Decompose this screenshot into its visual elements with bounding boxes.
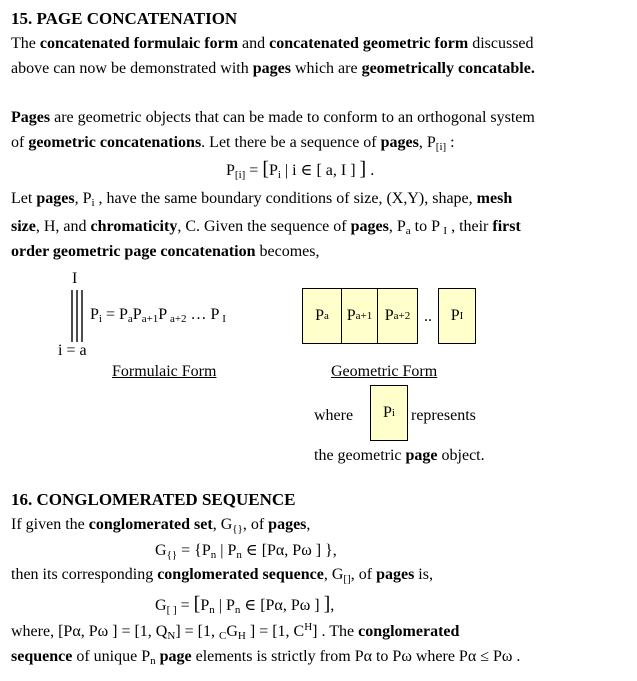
product-expression: $P_i = P_aP_{a+1}P$ $_{a+2}$ … P $_I$ (90, 306, 226, 325)
page-box-a-plus-2: P a+2 (377, 288, 418, 344)
where-text: where (314, 407, 354, 424)
product-symbol (70, 290, 84, 342)
paragraph-line: of geometric concatenations. Let there be a sequence of pages, $P_{[i]}$ : (11, 134, 455, 153)
equation-conglomerated-set: $G_{\{\}} = \{P_n$ | $P_n$ ∈ [Pα, Pω ] }, (155, 542, 337, 561)
paragraph-line: above can now be demonstrated with pages which are geometrically concatable. (11, 60, 535, 77)
section-15-title: 15. PAGE CONCATENATION (11, 9, 238, 28)
paragraph-line: where, [Pα, Pω ] = [1, $Q_N] = [1$, $_CG_H$ ] = [1, $C^H$] . The conglomerated (11, 621, 460, 642)
equation-page-sequence: $P_{[i]} = [P_i$ | i ∈ [ a, I ] ] . (226, 158, 375, 181)
formulaic-form-label: Formulaic Form (112, 363, 217, 380)
paragraph-line: sequence of unique $P_n$ page elements is strictly from Pα to Pω where Pα ≤ Pω . (11, 648, 521, 667)
equation-conglomerated-sequence: $G_{[ ]} = [P_n$ | $P_n$ ∈ [Pα, Pω ] ], (155, 593, 335, 616)
page-box-a-plus-1: P a+1 (341, 288, 378, 344)
page-box-a: P a (302, 288, 342, 344)
paragraph-line: Pages are geometric objects that can be made to conform to an orthogonal system (11, 109, 535, 126)
page-box-I: P I (438, 288, 476, 344)
paragraph-line: size, H, and chromaticity, C. Given the sequence of pages, $P_a$ to P $_I$ , their first (11, 218, 521, 237)
paragraph-line: then its corresponding conglomerated sequence, $G_{[]}$, of pages is, (11, 566, 433, 585)
paragraph-line: Let pages, $P_i$ , have the same boundary conditions of size, (X,Y), shape, mesh (11, 190, 513, 209)
paragraph-line: The concatenated formulaic form and concatenated geometric form discussed (11, 35, 534, 52)
product-lower-limit: i = a (58, 342, 87, 359)
geometric-form-label: Geometric Form (331, 363, 438, 380)
paragraph-line: order geometric page concatenation becomes, (11, 243, 320, 260)
page-box-legend: P i (370, 385, 408, 441)
represents-text: represents (411, 407, 476, 424)
ellipsis: .. (424, 308, 432, 325)
paragraph-line: If given the conglomerated set, $G_{\{\}}$, of pages, (11, 516, 311, 535)
section-16-title: 16. CONGLOMERATED SEQUENCE (11, 490, 296, 509)
product-upper-limit: I (72, 270, 78, 287)
page-object-caption: the geometric page object. (314, 447, 485, 464)
